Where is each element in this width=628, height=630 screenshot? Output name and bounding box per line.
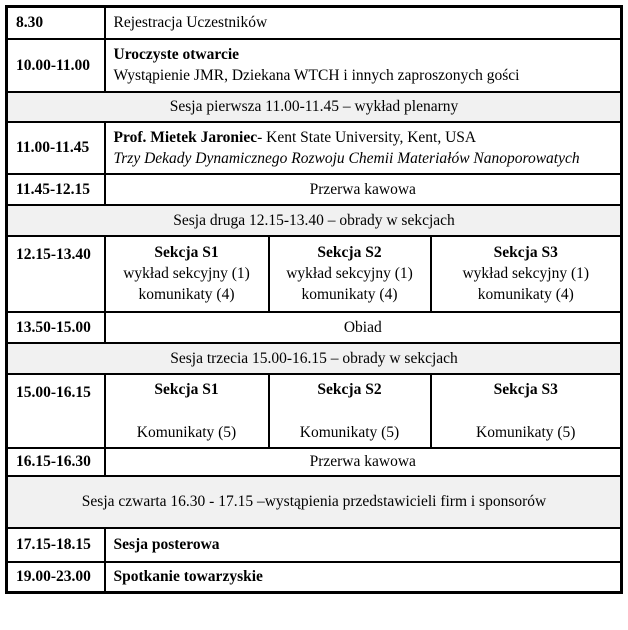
time-cell: 11.00-11.45 bbox=[7, 122, 105, 174]
row-poster-session bbox=[7, 528, 622, 562]
time-cell: 19.00-23.00 bbox=[7, 562, 105, 593]
event-cell: Przerwa kawowa bbox=[105, 174, 622, 205]
blank-line bbox=[278, 400, 422, 422]
event-cell: Rejestracja Uczestników bbox=[105, 7, 622, 39]
plenary-talk-title: Trzy Dekady Dynamicznego Rozwoju Chemii Materiałów Nanoporowatych bbox=[113, 149, 580, 167]
row-lunch bbox=[7, 312, 622, 343]
event-cell: Obiad bbox=[105, 312, 622, 343]
section-line2: komunikaty (4) bbox=[301, 286, 398, 303]
section-line1: Komunikaty (5) bbox=[136, 423, 237, 441]
opening-subtitle: Wystąpienie JMR, Dziekana WTCH i innych zaproszonych gości bbox=[113, 67, 520, 84]
section-name: Sekcja S3 bbox=[493, 380, 558, 398]
row-coffee-break-1 bbox=[7, 174, 622, 205]
time-cell: 15.00-16.15 bbox=[7, 374, 105, 448]
time-cell: 16.15-16.30 bbox=[7, 448, 105, 476]
event-cell: Spotkanie towarzyskie bbox=[105, 562, 622, 593]
blank-line bbox=[440, 400, 613, 422]
conference-schedule-table bbox=[5, 5, 623, 594]
plenary-affiliation: - Kent State University, Kent, USA bbox=[257, 128, 477, 146]
row-plenary bbox=[7, 122, 622, 174]
section-line1: wykład sekcyjny (1) bbox=[286, 265, 413, 282]
event-cell bbox=[105, 122, 622, 174]
time-cell: 13.50-15.00 bbox=[7, 312, 105, 343]
time-cell: 11.45-12.15 bbox=[7, 174, 105, 205]
section-name: Sekcja S1 bbox=[154, 244, 219, 261]
event-cell bbox=[105, 39, 622, 92]
time-cell: 8.30 bbox=[7, 7, 105, 39]
event-cell: Przerwa kawowa bbox=[105, 448, 622, 476]
event-cell: Sesja posterowa bbox=[105, 528, 622, 562]
session2-header: Sesja druga 12.15-13.40 – obrady w sekcjach bbox=[7, 205, 622, 236]
section-line1: wykład sekcyjny (1) bbox=[462, 265, 590, 282]
section-s1-cell bbox=[105, 374, 269, 448]
row-session1-header bbox=[7, 92, 622, 122]
session4-header: Sesja czwarta 16.30 - 17.15 –wystąpienia przedstawicieli firm i sponsorów bbox=[7, 476, 622, 528]
blank-line bbox=[114, 400, 260, 422]
row-session3-header bbox=[7, 343, 622, 374]
plenary-speaker-line bbox=[114, 127, 613, 148]
row-social-meeting bbox=[7, 562, 622, 593]
row-session2-header bbox=[7, 205, 622, 236]
row-session4-header bbox=[7, 476, 622, 528]
row-session3-sections bbox=[7, 374, 622, 448]
section-s3-cell bbox=[431, 236, 622, 312]
time-cell: 17.15-18.15 bbox=[7, 528, 105, 562]
section-s2-cell bbox=[269, 236, 431, 312]
section-name: Sekcja S2 bbox=[317, 380, 382, 398]
time-cell: 10.00-11.00 bbox=[7, 39, 105, 92]
section-s3-cell bbox=[431, 374, 622, 448]
section-line2: komunikaty (4) bbox=[477, 286, 574, 303]
opening-title: Uroczyste otwarcie bbox=[113, 46, 240, 63]
section-line1: Komunikaty (5) bbox=[476, 423, 576, 441]
section-name: Sekcja S1 bbox=[154, 380, 219, 398]
row-session2-sections bbox=[7, 236, 622, 312]
section-line1: wykład sekcyjny (1) bbox=[123, 265, 250, 282]
time-cell: 12.15-13.40 bbox=[7, 236, 105, 312]
plenary-speaker: Prof. Mietek Jaroniec bbox=[113, 128, 258, 146]
section-line1: Komunikaty (5) bbox=[299, 423, 400, 441]
session1-header: Sesja pierwsza 11.00-11.45 – wykład plenarny bbox=[7, 92, 622, 122]
row-opening bbox=[7, 39, 622, 92]
session3-header: Sesja trzecia 15.00-16.15 – obrady w sekcjach bbox=[7, 343, 622, 374]
section-name: Sekcja S3 bbox=[493, 244, 558, 261]
section-s2-cell bbox=[269, 374, 431, 448]
section-line2: komunikaty (4) bbox=[138, 286, 235, 303]
section-name: Sekcja S2 bbox=[317, 244, 382, 261]
row-coffee-break-2 bbox=[7, 448, 622, 476]
row-registration bbox=[7, 7, 622, 39]
section-s1-cell bbox=[105, 236, 269, 312]
